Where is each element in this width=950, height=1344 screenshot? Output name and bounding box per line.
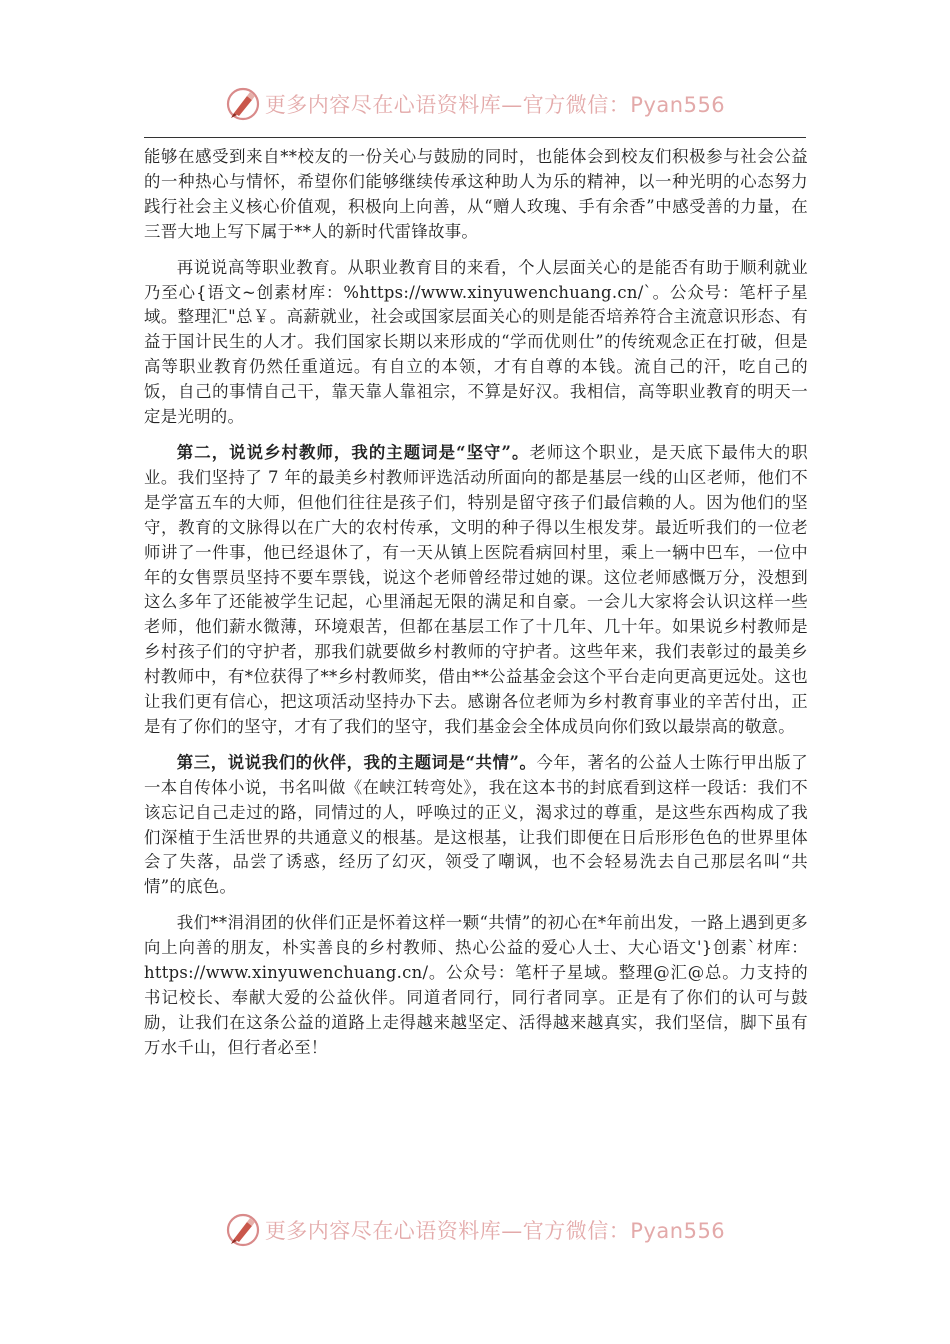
paragraph-5: 我们**涓涓团的伙伴们正是怀着这样一颗“共情”的初心在*年前出发，一路上遇到更多向上向善的朋友，朴实善良的乡村教师、热心公益的爱心人士、大心语文'}创素`材库：https://www.xinyuwenchuang.cn/。公众号：笔杆子星域。整理@汇@总。力支持的书记校长、奉献大爱的公益伙伴。同道者同行，同行者同享。正是有了你们的认可与鼓励，让我们在这条公益的道路上走得越来越坚定、活得越来越真实，我们坚信，脚下虽有万水千山，但行者必至！ bbox=[144, 913, 808, 1057]
section-heading-2: 第二，说说乡村教师，我的主题词是“坚守”。 bbox=[176, 442, 530, 462]
paragraph-4 bbox=[144, 751, 808, 900]
header-banner bbox=[0, 84, 950, 124]
paragraph-4-text: 今年，著名的公益人士陈行甲出版了一本自传体小说，书名叫做《在峡江转弯处》，我在这本书的封底看到这样一段话：我们不该忘记自己走过的路，同情过的人，呼唤过的正义，渴求过的尊重，是这些东西构成了我们深植于生活世界的共通意义的根基。是这根基，让我们即便在日后形形色色的世界里体会了失落，品尝了诱惑，经历了幻灭，领受了嘲讽，也不会轻易洗去自己那层名叫“共情”的底色。 bbox=[144, 752, 808, 897]
header-banner-text: 更多内容尽在心语资料库—官方微信：Pyan556 bbox=[264, 93, 726, 117]
fountain-pen-logo-icon bbox=[225, 86, 261, 122]
section-heading-3: 第三，说说我们的伙伴，我的主题词是“共情”。 bbox=[176, 752, 537, 772]
footer-banner bbox=[0, 1210, 950, 1250]
paragraph-3-text: 老师这个职业，是天底下最伟大的职业。我们坚持了 7 年的最美乡村教师评选活动所面向的都是基层一线的山区老师，他们不是学富五车的大师，但他们往往是孩子们，特别是留守孩子们最信赖的人。因为他们的坚守，教育的文脉得以在广大的农村传承，文明的种子得以生根发芽。最近听我们的一位老师讲了一件事，他已经退休了，有一天从镇上医院看病回村里，乘上一辆中巴车，一位中年的女售票员坚持不要车票钱，说这个老师曾经带过她的课。这位老师感慨万分，没想到这么多年了还能被学生记起，心里涌起无限的满足和自豪。一会儿大家将会认识这样一些老师，他们薪水微薄，环境艰苦，但都在基层工作了十几年、几十年。如果说乡村教师是乡村孩子们的守护者，那我们就要做乡村教师的守护者。这些年来，我们表彰过的最美乡村教师中，有*位获得了**乡村教师奖，借由**公益基金会这个平台走向更高更远处。这也让我们更有信心，把这项活动坚持办下去。感谢各位老师为乡村教育事业的辛苦付出，正是有了你们的坚守，才有了我们的坚守，我们基金会全体成员向你们致以最崇高的敬意。 bbox=[144, 442, 808, 736]
paragraph-3 bbox=[144, 441, 808, 740]
footer-banner-text: 更多内容尽在心语资料库—官方微信：Pyan556 bbox=[264, 1219, 726, 1243]
paragraph-1: 能够在感受到来自**校友的一份关心与鼓励的同时，也能体会到校友们积极参与社会公益的一种热心与情怀，希望你们能够继续传承这种助人为乐的精神，以一种光明的心态努力践行社会主义核心价值观，积极向上向善，从“赠人玫瑰、手有余香”中感受善的力量，在三晋大地上写下属于**人的新时代雷锋故事。 bbox=[144, 147, 808, 241]
header-divider bbox=[144, 137, 806, 138]
fountain-pen-logo-icon bbox=[225, 1212, 261, 1248]
paragraph-2: 再说说高等职业教育。从职业教育目的来看，个人层面关心的是能否有助于顺利就业乃至心{语文~创素材库：%https://www.xinyuwenchuang.cn/`。公众号：笔杆子星域。整理汇"总￥。高薪就业，社会或国家层面关心的则是能否培养符合主流意识形态、有益于国计民生的人才。我们国家长期以来形成的“学而优则仕”的传统观念正在打破，但是高等职业教育仍然任重道远。有自立的本领，才有自尊的本钱。流自己的汗，吃自己的饭，自己的事情自己干，靠天靠人靠祖宗，不算是好汉。我相信，高等职业教育的明天一定是光明的。 bbox=[144, 257, 808, 427]
document-body bbox=[144, 145, 808, 1072]
